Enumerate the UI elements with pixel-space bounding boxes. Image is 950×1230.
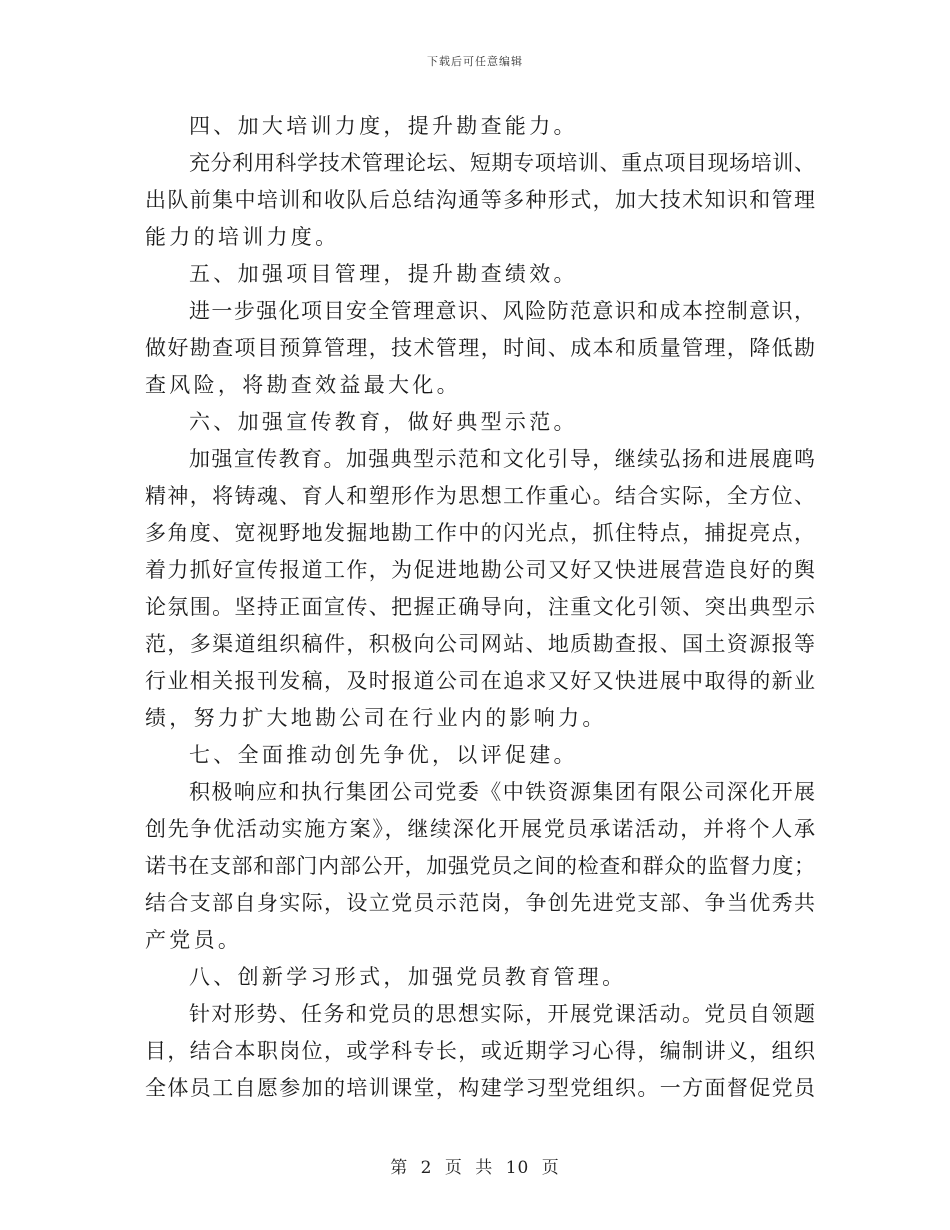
paragraph-line: 精神，将铸魂、育人和塑形作为思想工作重心。结合实际，全方位、 [145,484,815,508]
paragraph-first-line: 进一步强化项目安全管理意识、风险防范意识和成本控制意识， [189,299,815,323]
paragraph-first-line: 七、全面推动创先争优，以评促建。 [189,743,578,767]
paragraph-line: 产党员。 [145,928,243,952]
page-footer: 第 2 页 共 10 页 [390,1158,560,1178]
paragraph-line: 出队前集中培训和收队后总结沟通等多种形式，加大技术知识和管理 [145,188,815,212]
paragraph-first-line: 四、加大培训力度，提升勘查能力。 [189,114,578,138]
paragraph-first-line: 针对形势、任务和党员的思想实际，开展党课活动。党员自领题 [189,1002,815,1026]
paragraph-line: 诺书在支部和部门内部公开，加强党员之间的检查和群众的监督力度； [145,854,815,878]
paragraph-line: 多角度、宽视野地发掘地勘工作中的闪光点，抓住特点，捕捉亮点， [145,521,815,545]
paragraph-line: 全体员工自愿参加的培训课堂，构建学习型党组织。一方面督促党员 [145,1076,815,1100]
paragraph-line: 范，多渠道组织稿件，积极向公司网站、地质勘查报、国土资源报等 [145,632,815,656]
paragraph-line: 目，结合本职岗位，或学科专长，或近期学习心得，编制讲义，组织 [145,1039,815,1063]
paragraph-first-line: 积极响应和执行集团公司党委《中铁资源集团有限公司深化开展 [189,780,815,804]
paragraph-line: 绩，努力扩大地勘公司在行业内的影响力。 [145,706,607,730]
paragraph-line: 查风险，将勘查效益最大化。 [145,373,461,397]
paragraph-line: 创先争优活动实施方案》，继续深化开展党员承诺活动，并将个人承 [145,817,815,841]
paragraph-line: 做好勘查项目预算管理，技术管理，时间、成本和质量管理，降低勘 [145,336,815,360]
paragraph-line: 行业相关报刊发稿，及时报道公司在追求又好又快进展中取得的新业 [145,669,815,693]
page-header: 下载后可任意编辑 [427,55,523,68]
paragraph-line: 能力的培训力度。 [145,225,340,249]
paragraph-line: 结合支部自身实际，设立党员示范岗，争创先进党支部、争当优秀共 [145,891,815,915]
body-text [145,108,815,1107]
paragraph-line: 论氛围。坚持正面宣传、把握正确导向，注重文化引领、突出典型示 [145,595,815,619]
paragraph-line: 着力抓好宣传报道工作，为促进地勘公司又好又快进展营造良好的舆 [145,558,815,582]
paragraph-first-line: 充分利用科学技术管理论坛、短期专项培训、重点项目现场培训、 [189,151,815,175]
paragraph-first-line: 加强宣传教育。加强典型示范和文化引导，继续弘扬和进展鹿鸣 [189,447,815,471]
paragraph-first-line: 五、加强项目管理，提升勘查绩效。 [189,262,578,286]
paragraph-first-line: 八、创新学习形式，加强党员教育管理。 [189,965,627,989]
paragraph-first-line: 六、加强宣传教育，做好典型示范。 [189,410,578,434]
